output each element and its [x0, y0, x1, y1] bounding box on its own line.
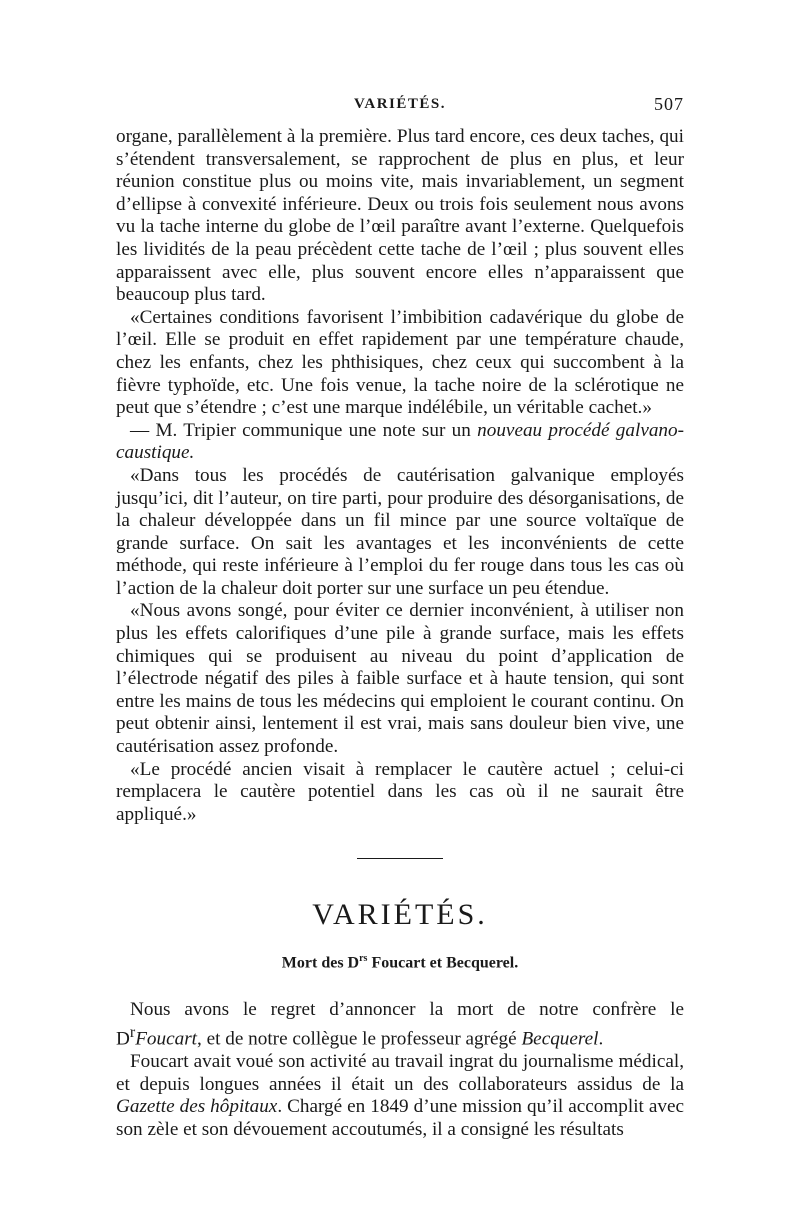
paragraph-quote-cautere: «Le procédé ancien visait à remplacer le cautère actuel ; celui-ci remplacera le cautère potentiel dans les cas où il ne saurait être appliqué.»: [116, 758, 684, 825]
subsection-title-end: Foucart et Becquerel.: [367, 954, 519, 972]
subsection-title-sup: rs: [359, 953, 368, 965]
tripier-note-text: — M. Tripier communique une note sur un: [130, 419, 478, 441]
paragraph-foucart: [116, 1051, 684, 1141]
foucart-text-start: Foucart avait voué son activité au travail ingrat du journalisme médical, et depuis longues années il était un des collaborateurs assidus de la: [116, 1050, 684, 1095]
paragraph-quote-procedes: «Dans tous les procédés de cautérisation galvanique employés jusqu’ici, dit l’auteur, on tire parti, pour produire des désorganisations, de la chaleur développée dans un fil mince par une source voltaïque de grande surface. On sait les avantages et les inconvénients de cette méthode, qui reste inférieure à l’emploi du fer rouge dans tous les cas où l’action de la chaleur doit porter sur une surface un peu étendue.: [116, 464, 684, 599]
page-number: 507: [654, 94, 684, 114]
section-divider: [357, 858, 443, 859]
announcement-name-foucart: Foucart: [135, 1028, 198, 1050]
tripier-note-title: nouveau procédé galvano-caustique.: [116, 419, 685, 464]
running-head: [116, 96, 684, 126]
announcement-middle: , et de notre collègue le professeur agrégé: [197, 1028, 522, 1050]
foucart-text-end: . Chargé en 1849 d’une mission qu’il accomplit avec son zèle et son dévouement accoutumés, il a consigné les résultats: [116, 1096, 684, 1140]
subsection-title-start: Mort des D: [281, 954, 360, 972]
foucart-gazette-title: Gazette des hôpitaux: [116, 1096, 278, 1118]
announcement-sup: r: [129, 1024, 136, 1041]
paragraph-announcement: [116, 999, 684, 1051]
announcement-end: .: [598, 1028, 604, 1050]
announcement-start: Nous avons le regret d’annoncer la mort de notre confrère le D: [116, 999, 684, 1050]
section-body: [116, 999, 684, 1141]
section-title: VARIÉTÉS.: [312, 898, 488, 932]
subsection-title: [116, 953, 684, 977]
running-title: VARIÉTÉS.: [353, 96, 446, 112]
paragraph-quote-pile: «Nous avons songé, pour éviter ce dernier inconvénient, à utiliser non plus les effets calorifiques d’une pile à grande surface, mais les effets chimiques qui se produisent au niveau du point d’application de l’électrode négatif des piles à faible surface et à haute tension, qui sont entre les mains de tous les médecins qui emploient le courant continu. On peut obtenir ainsi, lentement il est vrai, mais sans douleur bien vive, une cautérisation assez profonde.: [116, 600, 684, 758]
paragraph-quote-imbibition: «Certaines conditions favorisent l’imbibition cadavérique du globe de l’œil. Elle se produit en effet rapidement par une température chaude, chez les enfants, chez les phthisiques, chez ceux qui succombent à la fièvre typhoïde, etc. Une fois venue, la tache noire de la sclérotique ne peut que s’étendre ; c’est une marque indélébile, un véritable cachet.»: [116, 306, 684, 419]
announcement-name-becquerel: Becquerel: [521, 1028, 599, 1050]
paragraph-tripier-note: [116, 420, 684, 465]
article-body: [116, 126, 684, 826]
document-page: [116, 96, 684, 1141]
paragraph-continuation: organe, parallèlement à la première. Plus tard encore, ces deux taches, qui s’étendent transversalement, se rapprochent de plus en plus, et leur réunion constitue plus ou moins vite, mais invariablement, un segment d’ellipse à convexité inférieure. Deux ou trois fois seulement nous avons vu la tache interne du globe de l’œil paraître avant l’externe. Quelquefois les lividités de la peau précèdent cette tache de l’œil ; plus souvent elles apparaissent avec elle, plus souvent encore elles n’apparaissent que beaucoup plus tard.: [116, 126, 684, 306]
